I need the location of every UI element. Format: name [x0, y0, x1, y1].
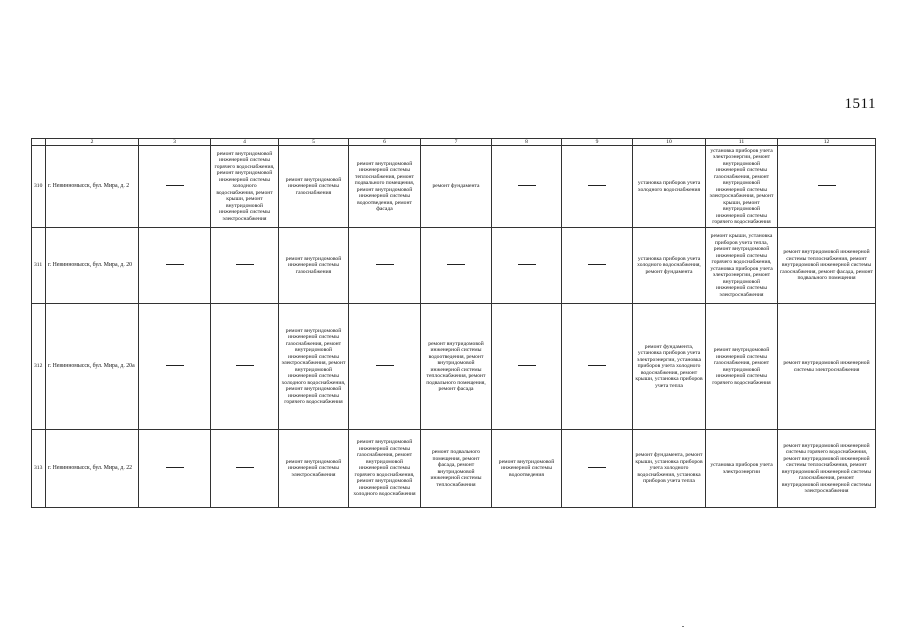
work-description: ремонт внутридомовой инженерной системы газоснабжения — [285, 255, 342, 275]
work-cell-col-9 — [562, 228, 633, 304]
header-cell-12: 12 — [778, 139, 876, 146]
empty-dash — [588, 365, 606, 366]
table-row — [32, 430, 876, 508]
address-cell: г. Невинномысск, бул. Мира, д. 20а — [46, 304, 139, 430]
work-description: установка приборов учета холодного водоснабжения — [637, 180, 701, 193]
work-cell-col-10 — [633, 146, 706, 228]
work-cell-col-4 — [211, 304, 279, 430]
row-number: 310 — [32, 146, 46, 228]
work-cell-col-10 — [633, 430, 706, 508]
work-cell-col-9 — [562, 304, 633, 430]
work-description: ремонт внутридомовой инженерной системы газоснабжения, ремонт внутридомовой инженерной системы электроснабжения, ремонт внутридомовой инженерной системы холодного водоснабжения, ремонт внутридомовой инженерной системы горячего водоснабжения — [281, 327, 346, 405]
empty-dash — [518, 185, 536, 186]
header-cell-10: 10 — [633, 139, 706, 146]
header-cell-1 — [32, 139, 46, 146]
row-number: 312 — [32, 304, 46, 430]
work-cell-col-12 — [778, 304, 876, 430]
work-cell-col-8 — [492, 228, 562, 304]
work-cell-col-7 — [421, 146, 492, 228]
work-cell-col-3 — [139, 304, 211, 430]
empty-dash — [818, 185, 836, 186]
work-description: установка приборов учета электроэнергии, ремонт внутридомовой инженерной системы газоснабжения, ремонт внутридомовой инженерной системы электроснабжения, ремонт крыши, ремонт внутридомовой инженерной системы горячего водоснабжения — [709, 147, 774, 225]
header-cell-5: 5 — [279, 139, 349, 146]
work-description: ремонт внутридомовой инженерной системы электроснабжения — [285, 458, 342, 478]
row-number: 313 — [32, 430, 46, 508]
empty-dash — [588, 467, 606, 468]
table-row — [32, 304, 876, 430]
work-cell-col-3 — [139, 146, 211, 228]
work-cell-col-8 — [492, 430, 562, 508]
row-number: 311 — [32, 228, 46, 304]
page-number: 1511 — [844, 96, 876, 112]
work-cell-col-6 — [349, 228, 421, 304]
table-row — [32, 228, 876, 304]
work-description: ремонт подвального помещения, ремонт фасада, ремонт внутридомовой инженерной системы теплоснабжения — [430, 449, 482, 488]
work-description: ремонт внутридомовой инженерной системы газоснабжения, ремонт внутридомовой инженерной системы горячего водоснабжения, ремонт внутридомовой инженерной системы холодного водоснабжения — [353, 439, 416, 498]
empty-dash — [236, 467, 254, 468]
work-cell-col-12 — [778, 146, 876, 228]
work-description: ремонт внутридомовой инженерной системы водоотведения — [498, 458, 555, 478]
work-cell-col-11 — [706, 146, 778, 228]
empty-dash — [166, 264, 184, 265]
work-cell-col-11 — [706, 304, 778, 430]
work-cell-col-12 — [778, 430, 876, 508]
work-description: установка приборов учета холодного водоснабжения, ремонт фундамента — [637, 255, 701, 275]
work-description: ремонт фундамента — [432, 183, 480, 190]
work-cell-col-4 — [211, 146, 279, 228]
work-cell-col-6 — [349, 430, 421, 508]
address-cell: г. Невинномысск, бул. Мира, д. 20 — [46, 228, 139, 304]
work-cell-col-10 — [633, 304, 706, 430]
work-cell-col-6 — [349, 146, 421, 228]
work-cell-col-7 — [421, 304, 492, 430]
work-description: ремонт внутридомовой инженерной системы водоотведения, ремонт внутридомовой инженерной системы теплоснабжения, ремонт подвального помещения, ремонт фасада — [426, 340, 486, 392]
header-cell-7: 7 — [421, 139, 492, 146]
empty-dash — [447, 264, 465, 265]
work-cell-col-7 — [421, 430, 492, 508]
work-cell-col-10 — [633, 228, 706, 304]
work-description: ремонт внутридомовой инженерной системы горячего водоснабжения, ремонт внутридомовой инженерной системы холодного водоснабжения, ремонт крыши, ремонт внутридомовой инженерной системы электроснабжения — [214, 150, 275, 222]
empty-dash — [518, 264, 536, 265]
work-cell-col-5 — [279, 430, 349, 508]
work-cell-col-11 — [706, 430, 778, 508]
work-description: ремонт внутридомовой инженерной системы теплоснабжения, ремонт подвального помещения, ремонт внутридомовой инженерной системы водоотведения, ремонт фасада — [354, 160, 415, 212]
empty-dash — [376, 264, 394, 265]
program-table — [31, 138, 876, 508]
work-description: ремонт внутридомовой инженерной системы горячего водоснабжения, ремонт внутридомовой инженерной системы теплоснабжения, ремонт внутридомовой инженерной системы газоснабжения, ремонт внутридомовой инженерной системы электроснабжения — [781, 442, 872, 494]
work-cell-col-8 — [492, 304, 562, 430]
header-cell-8: 8 — [492, 139, 562, 146]
work-description: ремонт внутридомовой инженерной системы газоснабжения, ремонт внутридомовой инженерной системы горячего водоснабжения — [712, 347, 771, 386]
work-description: ремонт внутридомовой инженерной системы электроснабжения — [783, 360, 870, 373]
address-cell: г. Невинномысск, бул. Мира, д. 2 — [46, 146, 139, 228]
table-row — [32, 146, 876, 228]
header-cell-6: 6 — [349, 139, 421, 146]
empty-dash — [236, 365, 254, 366]
empty-dash — [588, 264, 606, 265]
work-cell-col-6 — [349, 304, 421, 430]
work-description: ремонт фундамента, ремонт крыши, установка приборов учета холодного водоснабжения, установка приборов учета тепла — [635, 452, 703, 485]
column-number-row — [32, 139, 876, 146]
empty-dash — [166, 365, 184, 366]
empty-dash — [166, 185, 184, 186]
work-cell-col-5 — [279, 304, 349, 430]
scan-speck — [682, 626, 684, 627]
empty-dash — [166, 467, 184, 468]
work-cell-col-3 — [139, 228, 211, 304]
work-description: ремонт крыши, установка приборов учета тепла, ремонт внутридомовой инженерной системы горячего водоснабжения, установка приборов учета электроэнергии, ремонт внутридомовой инженерной системы электроснабжения — [710, 233, 773, 298]
address-cell: г. Невинномысск, бул. Мира, д. 22 — [46, 430, 139, 508]
work-cell-col-7 — [421, 228, 492, 304]
work-cell-col-5 — [279, 146, 349, 228]
work-cell-col-5 — [279, 228, 349, 304]
header-cell-3: 3 — [139, 139, 211, 146]
work-cell-col-8 — [492, 146, 562, 228]
header-cell-2: 2 — [46, 139, 139, 146]
header-cell-4: 4 — [211, 139, 279, 146]
work-cell-col-11 — [706, 228, 778, 304]
empty-dash — [518, 365, 536, 366]
work-description: ремонт внутридомовой инженерной системы газоснабжения — [285, 176, 342, 196]
work-cell-col-3 — [139, 430, 211, 508]
work-cell-col-9 — [562, 430, 633, 508]
empty-dash — [376, 365, 394, 366]
header-cell-9: 9 — [562, 139, 633, 146]
work-cell-col-4 — [211, 430, 279, 508]
header-cell-11: 11 — [706, 139, 778, 146]
empty-dash — [588, 185, 606, 186]
work-cell-col-12 — [778, 228, 876, 304]
work-description: установка приборов учета электроэнергии — [710, 462, 773, 475]
work-cell-col-4 — [211, 228, 279, 304]
work-cell-col-9 — [562, 146, 633, 228]
empty-dash — [236, 264, 254, 265]
work-description: ремонт внутридомовой инженерной системы теплоснабжения, ремонт внутридомовой инженерной системы газоснабжения, ремонт фасада, ремонт подвального помещения — [780, 249, 873, 282]
work-description: ремонт фундамента, установка приборов учета электроэнергии, установка приборов учета холодного водоснабжения, ремонт крыши, установка приборов учета тепла — [635, 343, 703, 389]
